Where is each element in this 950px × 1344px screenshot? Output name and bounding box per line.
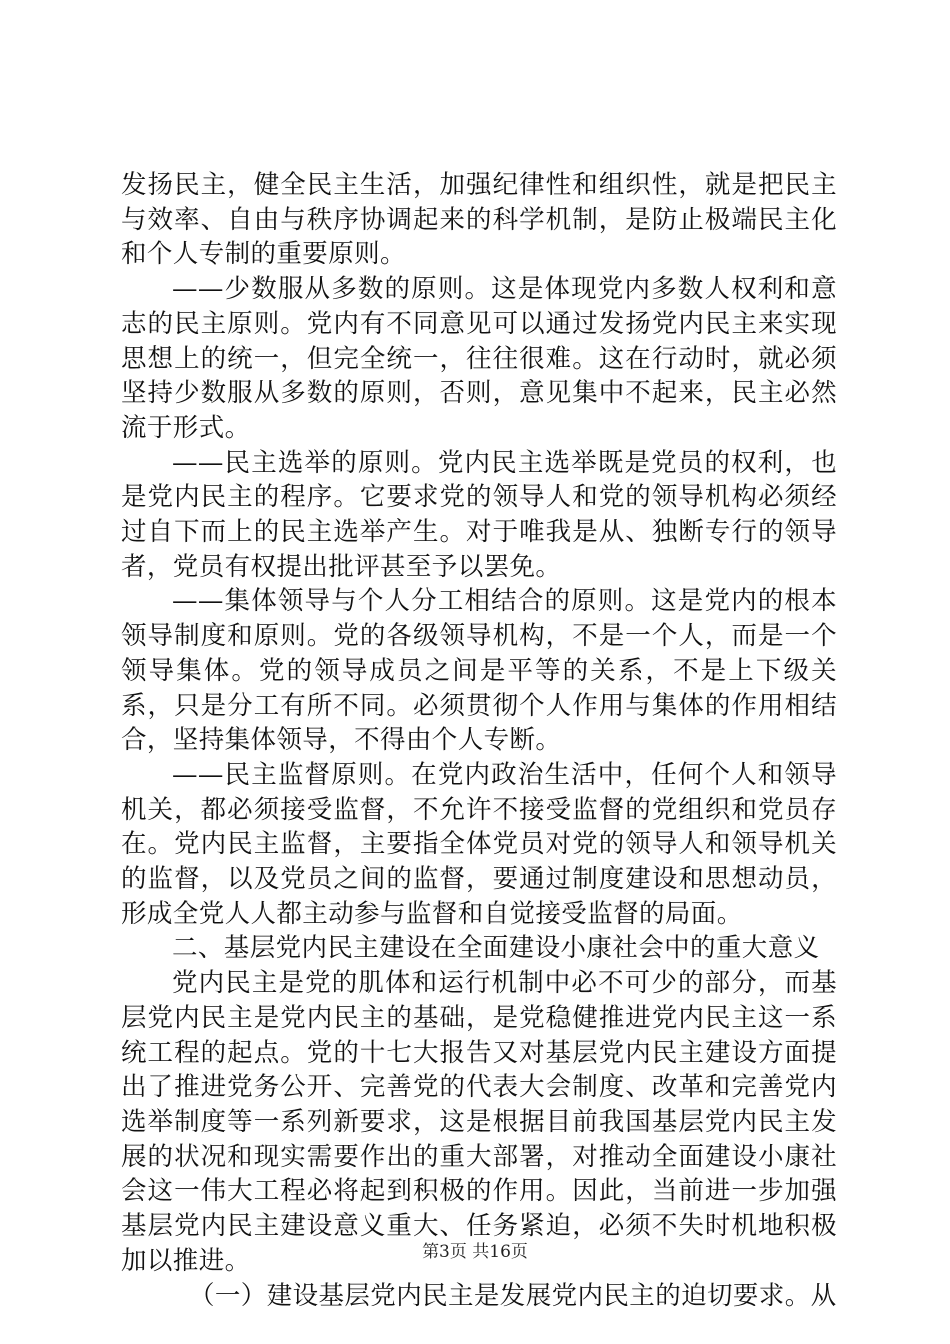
page-number-label: 第3页 共16页 <box>422 1242 528 1262</box>
document-body <box>121 168 837 1313</box>
paragraph-4: ——集体领导与个人分工相结合的原则。这是党内的根本领导制度和原则。党的各级领导机构，不是一个人，而是一个领导集体。党的领导成员之间是平等的关系，不是上下级关系，只是分工有所不同。必须贯彻个人作用与集体的作用相结合，坚持集体领导，不得由个人专断。 <box>121 586 837 756</box>
page-footer <box>0 1241 950 1263</box>
paragraph-1: 发扬民主，健全民主生活，加强纪律性和组织性，就是把民主与效率、自由与秩序协调起来的科学机制，是防止极端民主化和个人专制的重要原则。 <box>121 170 837 270</box>
paragraph-8: （一）建设基层党内民主是发展党内民主的迫切要求。从 <box>189 1280 837 1311</box>
paragraph-2: ——少数服从多数的原则。这是体现党内多数人权利和意志的民主原则。党内有不同意见可以通过发扬党内民主来实现思想上的统一，但完全统一，往往很难。这在行动时，就必须坚持少数服从多数的原则，否则，意见集中不起来，民主必然流于形式。 <box>121 274 837 443</box>
paragraph-7: 党内民主是党的肌体和运行机制中必不可少的部分，而基层党内民主是党内民主的基础，是党稳健推进党内民主这一系统工程的起点。党的十七大报告又对基层党内民主建设方面提出了推进党务公开、完善党的代表大会制度、改革和完善党内选举制度等一系列新要求，这是根据目前我国基层党内民主发展的状况和现实需要作出的重大部署，对推动全面建设小康社会这一伟大工程必将起到积极的作用。因此，当前进一步加强基层党内民主建设意义重大、任务紧迫，必须不失时机地积极加以推进。 <box>121 968 837 1276</box>
section-heading: 二、基层党内民主建设在全面建设小康社会中的重大意义 <box>172 933 820 964</box>
paragraph-3: ——民主选举的原则。党内民主选举既是党员的权利，也是党内民主的程序。它要求党的领导人和党的领导机构必须经过自下而上的民主选举产生。对于唯我是从、独断专行的领导者，党员有权提出批评甚至予以罢免。 <box>121 447 837 582</box>
paragraph-5: ——民主监督原则。在党内政治生活中，任何个人和领导机关，都必须接受监督，不允许不接受监督的党组织和党员存在。党内民主监督，主要指全体党员对党的领导人和领导机关的监督，以及党员之间的监督，要通过制度建设和思想动员，形成全党人人都主动参与监督和自觉接受监督的局面。 <box>121 759 837 929</box>
